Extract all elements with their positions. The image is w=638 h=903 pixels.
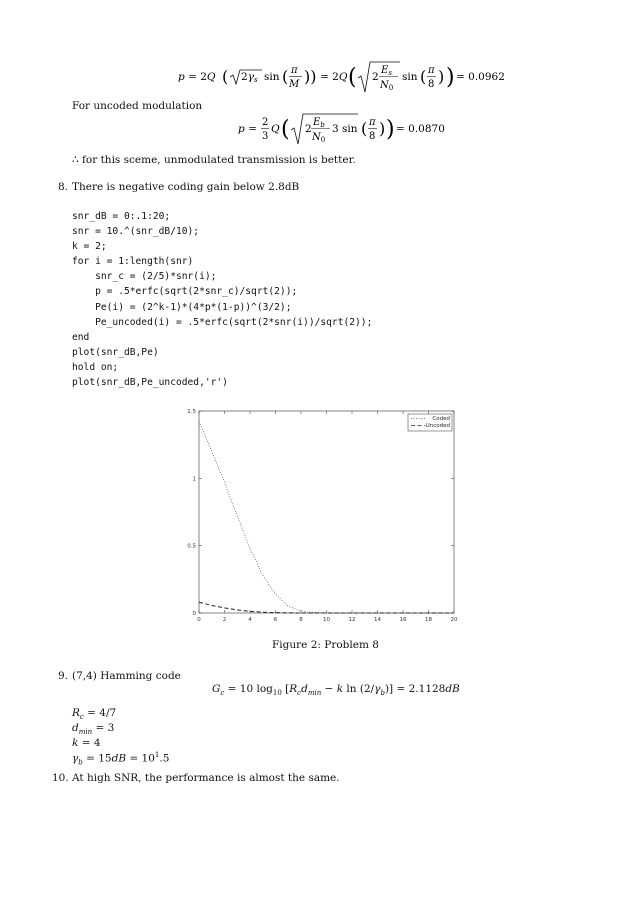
svg-text:2: 2 [372,71,379,83]
x-tick-label: 18 [425,617,432,623]
equation-p-uncoded [238,110,448,153]
svg-text:(: ( [420,67,427,86]
conclusion-text: ∴ for this sceme, unmodulated transmission is better. [72,154,356,166]
x-tick-label: 0 [197,617,201,623]
y-tick-label: 0 [192,611,196,617]
y-tick-label: 1 [192,476,196,483]
svg-text:= 0.0962: = 0.0962 [456,71,505,83]
svg-text:Eb: $E_b$ [313,117,325,129]
x-tick-label: 6 [273,617,278,623]
equation-p-coded-formula [178,60,505,96]
k-value: k = 4 [72,737,101,749]
svg-text:)): )) [304,67,317,86]
svg-text:): ) [446,65,455,90]
item-9-text: (7,4) Hamming code [72,670,181,682]
code-line: hold on; [72,361,119,373]
code-line: plot(snr_dB,Pe) [72,346,159,358]
svg-text:π: π [369,117,376,128]
code-line: Pe(i) = (2^k-1)*(4*p*(1-p))^(3/2); [72,301,292,313]
svg-text:Es: $E_s$ [381,65,392,77]
x-tick-label: 12 [348,617,356,623]
equation-coding-gain: $G_c = 10$ $\log_{10} [R_cd_{min} - k$ $\ln (2/\gamma_b)] = 2.1128dB$ [212,683,460,698]
svg-text:(: ( [361,119,368,138]
dmin-value: $d_{min} = 3$ [72,722,115,737]
svg-text:p = 2Q: p = 2Q [178,71,216,83]
svg-text:8: 8 [428,79,435,90]
svg-text:3 sin: 3 sin [332,123,358,135]
series-line-coded [199,422,454,613]
svg-text:sin: sin [264,71,280,83]
x-tick-label: 16 [399,617,407,623]
uncoded-label: For uncoded modulation [72,100,203,112]
item-9-number: 9. [58,670,69,682]
svg-text:3: 3 [262,131,269,142]
plot-frame [199,411,454,613]
legend-label-coded: Coded [432,416,450,422]
x-tick-label: 4 [248,617,252,623]
code-line: plot(snr_dB,Pe_uncoded,'r') [72,377,228,389]
equation-p-uncoded-formula [238,110,448,150]
svg-text:): ) [386,117,395,142]
x-tick-label: 20 [450,617,458,623]
code-line: snr = 10.^(snr_dB/10); [72,226,200,238]
x-tick-label: 14 [374,617,381,623]
item-8-number: 8. [58,181,69,193]
code-line: end [72,331,90,343]
error-probability-chart [180,405,465,627]
svg-text:(: ( [222,67,229,86]
gamma-b-value: $\gamma_b = 15dB = 10^1.5$ [72,751,170,767]
svg-text:): ) [438,67,445,86]
legend-label-uncoded: Uncoded [425,423,450,429]
svg-text:= 2Q: = 2Q [320,71,348,83]
svg-text:Q: Q [271,123,280,135]
x-tick-label: 10 [323,617,330,623]
code-line: snr_c = (2/5)*snr(i); [72,271,217,283]
equation-p-coded [178,60,505,99]
svg-text:π: π [428,65,435,76]
matlab-code-listing [72,209,372,390]
item-8-text: There is negative coding gain below 2.8dB [72,181,300,193]
svg-text:(: ( [281,117,290,142]
code-line: p = .5*erfc(sqrt(2*snr_c)/sqrt(2)); [72,286,298,298]
x-tick-label: 8 [299,617,303,623]
svg-text:(: ( [282,67,289,86]
rc-value: $R_c = 4/7$ [72,707,117,722]
code-line: k = 2; [72,241,107,253]
svg-text:N0: $N_0$ [380,80,394,92]
code-line: Pe_uncoded(i) = .5*erfc(sqrt(2*snr(i))/sqrt(2)); [72,316,373,328]
svg-text:π: π [291,65,298,76]
svg-text:(: ( [348,65,357,90]
svg-text:): ) [379,119,386,138]
code-line: snr_dB = 0:.1:20; [72,211,171,222]
item-10-text: At high SNR, the performance is almost the same. [72,772,340,784]
svg-text:= 0.0870: = 0.0870 [396,123,445,135]
svg-text:sin: sin [402,71,418,83]
item-10-number: 10. [52,772,69,784]
code-line: for i = 1:length(snr) [72,256,194,268]
x-tick-label: 2 [222,617,227,623]
svg-text:M: M [289,79,300,90]
svg-text:8: 8 [369,131,376,142]
y-tick-label: 0.5 [187,543,196,550]
y-tick-label: 1.5 [187,409,196,415]
svg-text:N0: $N_0$ [312,132,326,144]
svg-text:2: 2 [305,123,312,135]
figure-caption: Figure 2: Problem 8 [272,639,379,651]
svg-text:p =: p = [238,123,257,135]
svg-text:2γs: 2γs [241,71,258,84]
svg-text:2: 2 [262,117,269,128]
